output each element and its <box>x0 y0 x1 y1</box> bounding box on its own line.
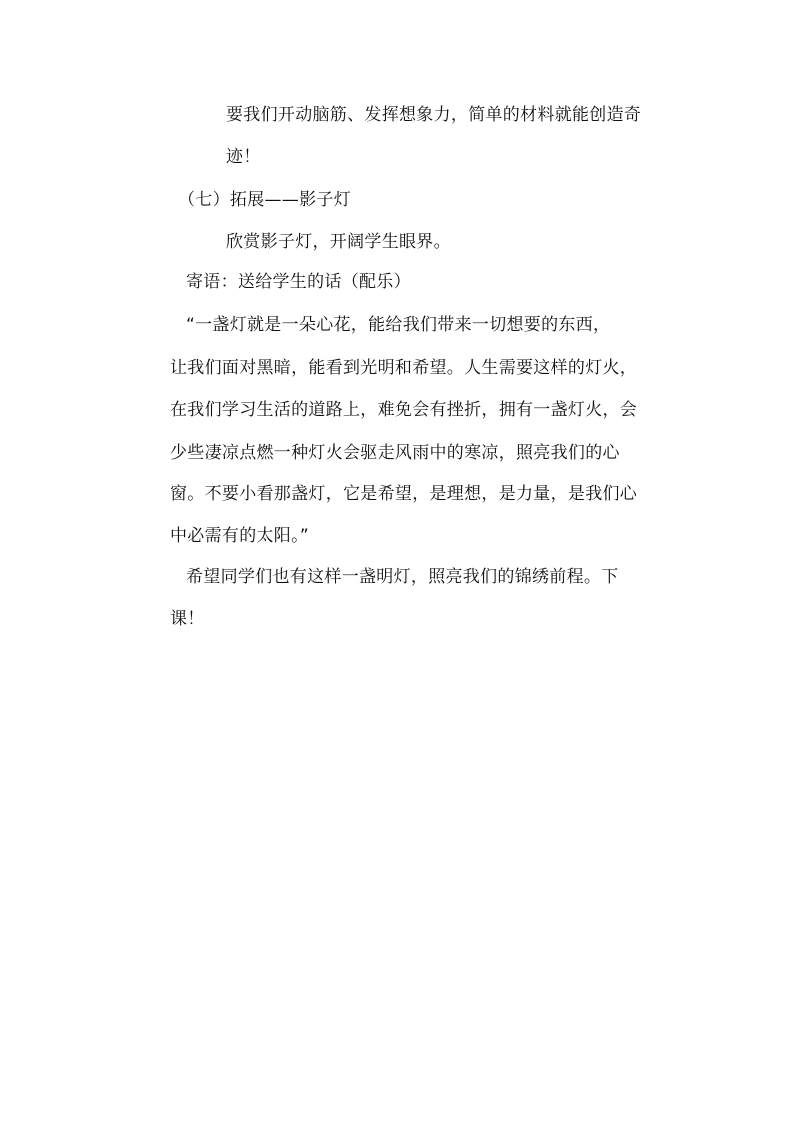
quote-line: “一盏灯就是一朵心花，能给我们带来一切想要的东西， <box>186 315 611 335</box>
quote-line: 中必需有的太阳。” <box>170 526 310 546</box>
closing-line: 课！ <box>170 609 205 629</box>
quote-line: 窗。不要小看那盏灯，它是希望，是理想，是力量，是我们心 <box>170 484 638 504</box>
section-heading: 寄语：送给学生的话（配乐） <box>186 272 411 292</box>
quote-line: 让我们面对黑暗，能看到光明和希望。人生需要这样的灯火， <box>170 358 638 378</box>
closing-line: 希望同学们也有这样一盏明灯，照亮我们的锦绣前程。下 <box>186 567 619 587</box>
quote-line: 在我们学习生活的道路上，难免会有挫折，拥有一盏灯火，会 <box>170 400 638 420</box>
quote-line: 少些凄凉点燃一种灯火会驱走风雨中的寒凉，照亮我们的心 <box>170 443 620 463</box>
paragraph-line: 欣赏影子灯，开阔学生眼界。 <box>226 232 451 252</box>
paragraph-line: 迹！ <box>226 147 261 167</box>
section-heading: （七）拓展——影子灯 <box>178 190 351 210</box>
paragraph-line: 要我们开动脑筋、发挥想象力，简单的材料就能创造奇 <box>226 105 642 125</box>
